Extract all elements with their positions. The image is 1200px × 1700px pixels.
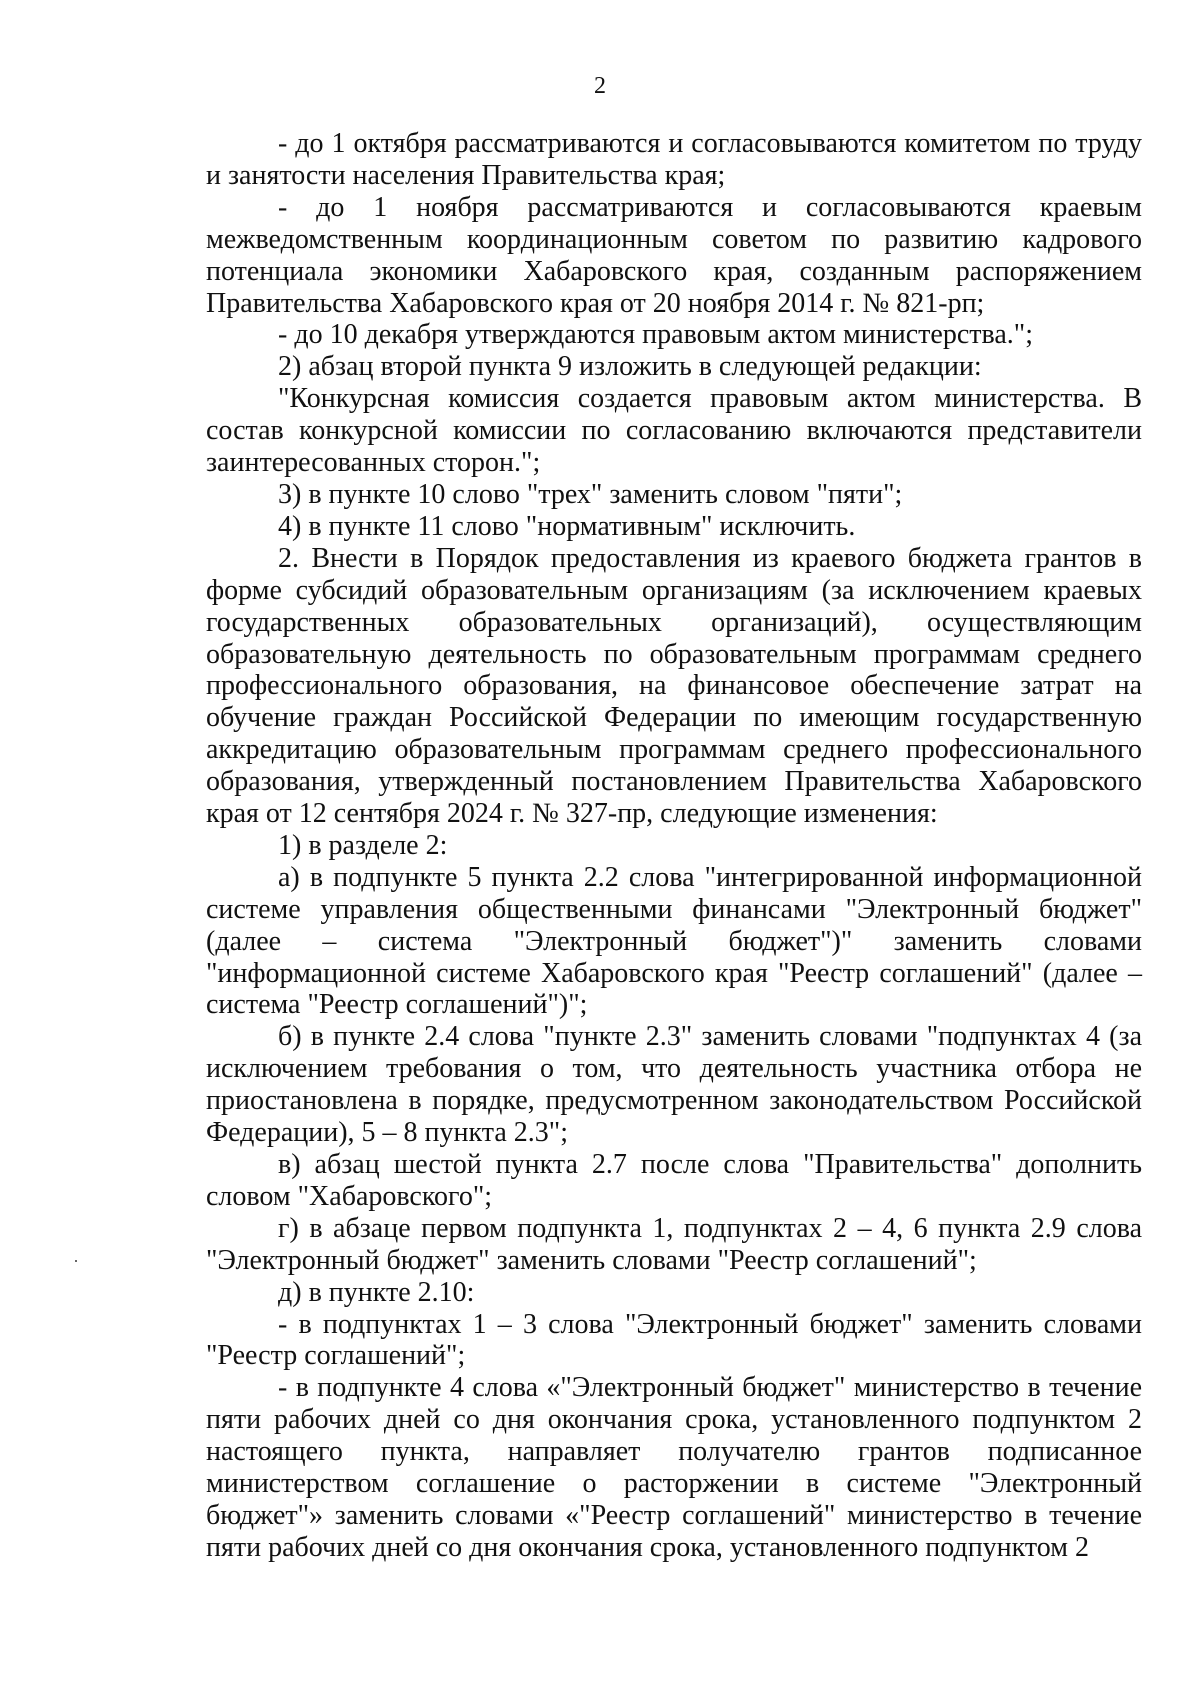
paragraph: "Конкурсная комиссия создается правовым актом министерства. В состав конкурсной комиссии по согласованию включаются представители заинтересованных сторон."; — [206, 383, 1142, 479]
paragraph: 2) абзац второй пункта 9 изложить в следующей редакции: — [278, 351, 982, 383]
paragraph: д) в пункте 2.10: — [278, 1276, 475, 1308]
paragraph: 3) в пункте 10 слово "трех" заменить словом "пяти"; — [278, 478, 903, 510]
paragraph: б) в пункте 2.4 слова "пункте 2.3" заменить словами "подпунктах 4 (за исключением требования о том, что деятельность участника отбора не приостановлена в порядке, предусмотренном законодательством Российской Федерации), 5 – 8 пункта 2.3"; — [206, 1021, 1142, 1149]
paragraph: - до 1 октября рассматриваются и согласовываются комитетом по труду и занятости населения Правительства края; — [206, 128, 1142, 191]
paragraph: - до 10 декабря утверждаются правовым актом министерства."; — [278, 319, 1033, 351]
page-number: 2 — [594, 73, 606, 99]
paragraph: 4) в пункте 11 слово "нормативным" исключить. — [278, 510, 856, 542]
paragraph: г) в абзаце первом подпункта 1, подпунктах 2 – 4, 6 пункта 2.9 слова "Электронный бюджет" заменить словами "Реестр соглашений"; — [206, 1212, 1142, 1276]
paragraph: а) в подпункте 5 пункта 2.2 слова "интегрированной информационной системе управления общественными финансами "Электронный бюджет" (далее – система "Электронный бюджет")" заменить словами "информационной системе Хабаровского края "Реестр соглашений" (далее – система "Реестр соглашений")"; — [206, 861, 1142, 1021]
paragraph: - до 1 ноября рассматриваются и согласовываются краевым межведомственным координационным советом по развитию кадрового потенциала экономики Хабаровского края, созданным распоряжением Правительства Хабаровского края от 20 ноября 2014 г. № 821-рп; — [206, 191, 1142, 319]
paragraph: 2. Внести в Порядок предоставления из краевого бюджета грантов в форме субсидий образовательным организациям (за исключением краевых государственных образовательных организаций), осуществляющим образовательную деятельность по образовательным программам среднего профессионального образования, на финансовое обеспечение затрат на обучение граждан Российской Федерации по имеющим государственную аккредитацию образовательным программам среднего профессионального образования, утвержденный постановлением Правительства Хабаровского края от 12 сентября 2024 г. № 327-пр, следующие изменения: — [206, 542, 1142, 830]
document-body — [206, 128, 1142, 1564]
paragraph: 1) в разделе 2: — [278, 829, 448, 861]
paragraph: - в подпунктах 1 – 3 слова "Электронный бюджет" заменить словами "Реестр соглашений"; — [206, 1308, 1142, 1372]
paragraph: - в подпункте 4 слова «"Электронный бюджет" министерство в течение пяти рабочих дней со дня окончания срока, установленного подпунктом 2 настоящего пункта, направляет получателю грантов подписанное министерством соглашение о расторжении в системе "Электронный бюджет"» заменить словами «"Реестр соглашений" министерство в течение пяти рабочих дней со дня окончания срока, установленного подпунктом 2 — [206, 1372, 1142, 1563]
paragraph: в) абзац шестой пункта 2.7 после слова "Правительства" дополнить словом "Хабаровского"; — [206, 1149, 1142, 1212]
scan-speck — [75, 1260, 77, 1262]
